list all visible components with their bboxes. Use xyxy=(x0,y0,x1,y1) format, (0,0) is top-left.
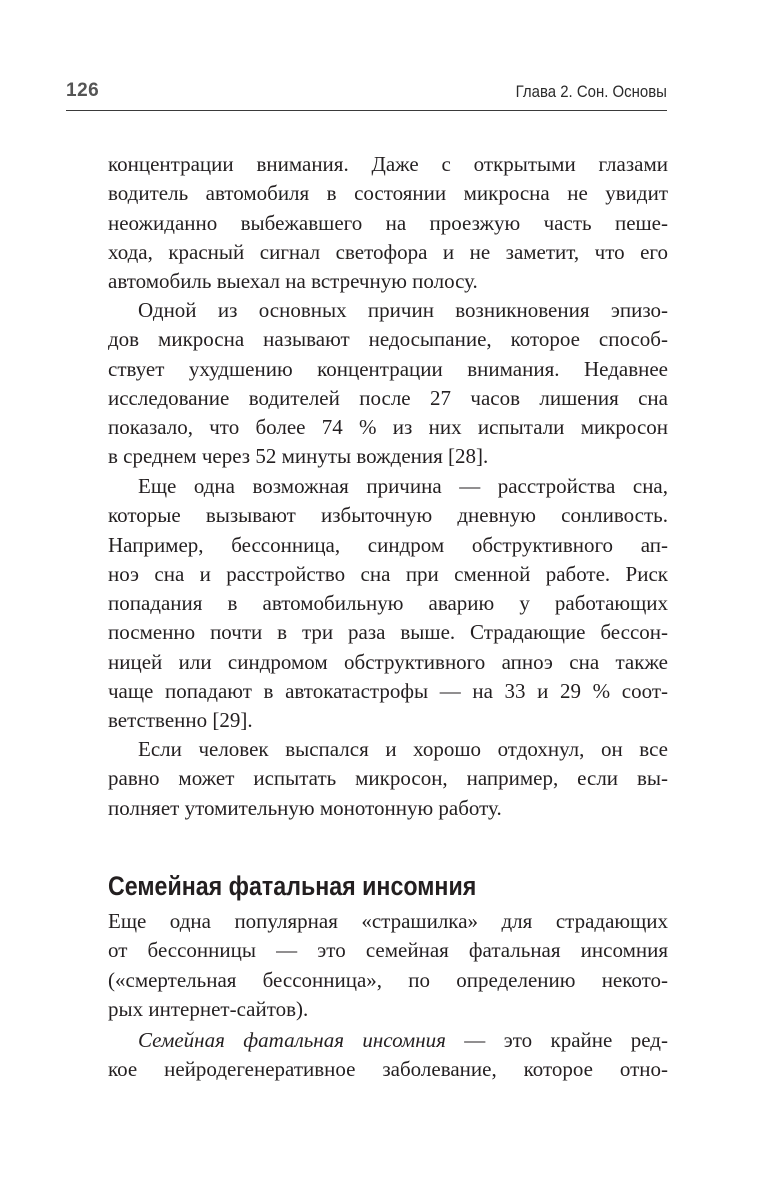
text-line: равно может испытать микросон, например, если вы- xyxy=(108,766,668,791)
text-line: концентрации внимания. Даже с открытыми глазами xyxy=(108,152,668,176)
text-line: водитель автомобиля в состоянии микросна не увидит xyxy=(108,181,668,206)
text-line: ствует ухудшению концентрации внимания. Недавнее xyxy=(108,356,668,381)
text-line: чаще попадают в автокатастрофы — на 33 и 29 % соот- xyxy=(108,678,668,703)
text-line: Еще одна возможная причина — расстройства сна, xyxy=(138,474,668,498)
text-line: рых интернет-сайтов). xyxy=(108,996,309,1021)
text-line: неожиданно выбежавшего на проезжую часть пеше- xyxy=(108,210,668,235)
italic-term: Семейная фатальная инсомния xyxy=(138,1028,446,1052)
section-heading: Семейная фатальная инсомния xyxy=(108,871,477,901)
text-line: попадания в автомобильную аварию у работающих xyxy=(108,591,668,615)
text-line: ницей или синдромом обструктивного апноэ сна также xyxy=(108,649,668,674)
text-line: кое нейродегенеративное заболевание, которое отно- xyxy=(108,1057,668,1082)
text-line: ноэ сна и расстройство сна при сменной работе. Риск xyxy=(108,561,668,586)
text-line: Еще одна популярная «страшилка» для страдающих xyxy=(108,909,668,933)
section-paragraph-2 xyxy=(108,1026,668,1085)
text-line: полняет утомительную монотонную работу. xyxy=(108,795,502,820)
text-line xyxy=(108,1026,668,1055)
section-paragraph-1 xyxy=(108,907,668,1024)
chapter-title: Глава 2. Сон. Основы xyxy=(515,82,667,101)
text-fragment: — это крайне ред- xyxy=(445,1028,668,1052)
text-line: которые вызывают избыточную дневную сонливость. xyxy=(108,503,668,528)
text-line: в среднем через 52 минуты вождения [28]. xyxy=(108,444,489,469)
text-line: ветственно [29]. xyxy=(108,708,253,732)
running-head xyxy=(66,78,667,111)
paragraph-4 xyxy=(108,735,668,823)
paragraph-1 xyxy=(108,150,668,296)
text-line: от бессонницы — это семейная фатальная инсомния xyxy=(108,938,668,963)
text-line: Одной из основных причин возникновения эпизо- xyxy=(138,298,668,322)
text-line: дов микросна называют недосыпание, которое способ- xyxy=(108,327,668,352)
paragraph-3 xyxy=(108,472,668,735)
text-line: посменно почти в три раза выше. Страдающие бессон- xyxy=(108,620,668,645)
paragraph-2 xyxy=(108,296,668,472)
text-line: автомобиль выехал на встречную полосу. xyxy=(108,269,478,293)
text-line: Если человек выспался и хорошо отдохнул, он все xyxy=(138,737,668,761)
text-line: Например, бессонница, синдром обструктивного ап- xyxy=(108,532,668,557)
text-line: исследование водителей после 27 часов лишения сна xyxy=(108,385,668,410)
page-number: 126 xyxy=(66,80,100,101)
text-line: хода, красный сигнал светофора и не заметит, что его xyxy=(108,239,668,264)
text-line: показало, что более 74 % из них испытали микросон xyxy=(108,415,668,439)
text-line: («смертельная бессонница», по определению некото- xyxy=(108,967,668,992)
